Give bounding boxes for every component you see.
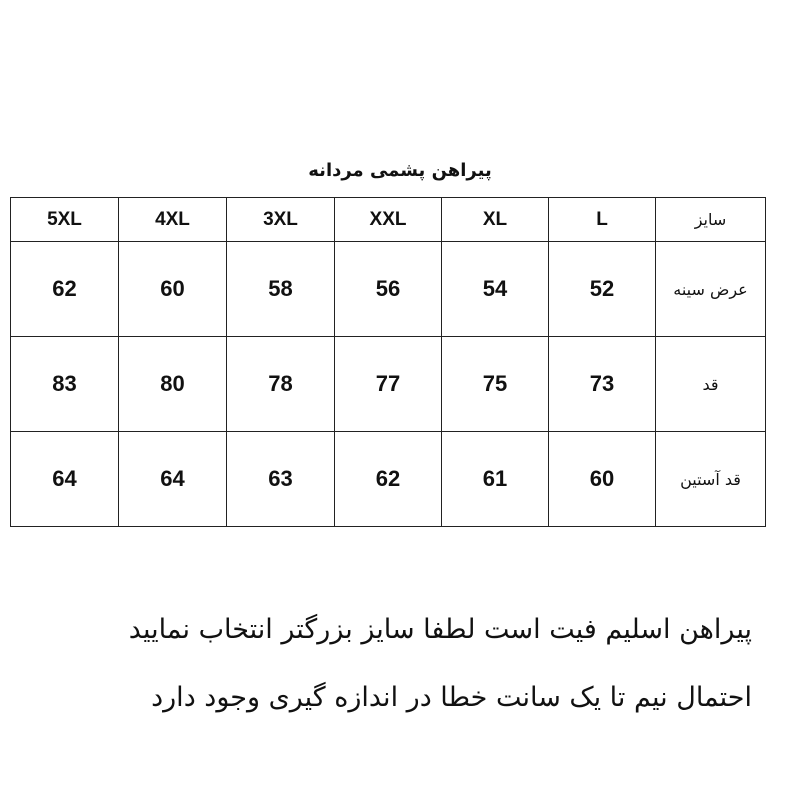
row-label-cell: قد — [656, 337, 766, 432]
value-cell: 64 — [11, 432, 119, 527]
measurement-error-note: احتمال نیم تا یک سانت خطا در اندازه گیری وجود دارد — [151, 682, 752, 713]
size-header-cell: 3XL — [227, 198, 335, 242]
value-cell: 77 — [335, 337, 442, 432]
value-cell: 54 — [442, 242, 549, 337]
value-cell: 78 — [227, 337, 335, 432]
value-cell: 80 — [119, 337, 227, 432]
value-cell: 75 — [442, 337, 549, 432]
value-cell: 60 — [549, 432, 656, 527]
size-table — [10, 197, 766, 527]
value-cell: 52 — [549, 242, 656, 337]
size-header-cell: L — [549, 198, 656, 242]
size-header-cell: 5XL — [11, 198, 119, 242]
header-label-cell: سایز — [656, 198, 766, 242]
value-cell: 60 — [119, 242, 227, 337]
value-cell: 73 — [549, 337, 656, 432]
row-label-cell: قد آستین — [656, 432, 766, 527]
table-row — [11, 337, 766, 432]
row-label-cell: عرض سینه — [656, 242, 766, 337]
value-cell: 58 — [227, 242, 335, 337]
value-cell: 61 — [442, 432, 549, 527]
size-header-cell: XL — [442, 198, 549, 242]
table-row — [11, 242, 766, 337]
value-cell: 56 — [335, 242, 442, 337]
table-header-row — [11, 198, 766, 242]
table-row — [11, 432, 766, 527]
size-header-cell: 4XL — [119, 198, 227, 242]
table-title: پیراهن پشمی مردانه — [308, 160, 492, 181]
value-cell: 62 — [335, 432, 442, 527]
value-cell: 63 — [227, 432, 335, 527]
size-header-cell: XXL — [335, 198, 442, 242]
value-cell: 83 — [11, 337, 119, 432]
slim-fit-note: پیراهن اسلیم فیت است لطفا سایز بزرگتر انتخاب نمایید — [128, 614, 752, 645]
value-cell: 64 — [119, 432, 227, 527]
value-cell: 62 — [11, 242, 119, 337]
